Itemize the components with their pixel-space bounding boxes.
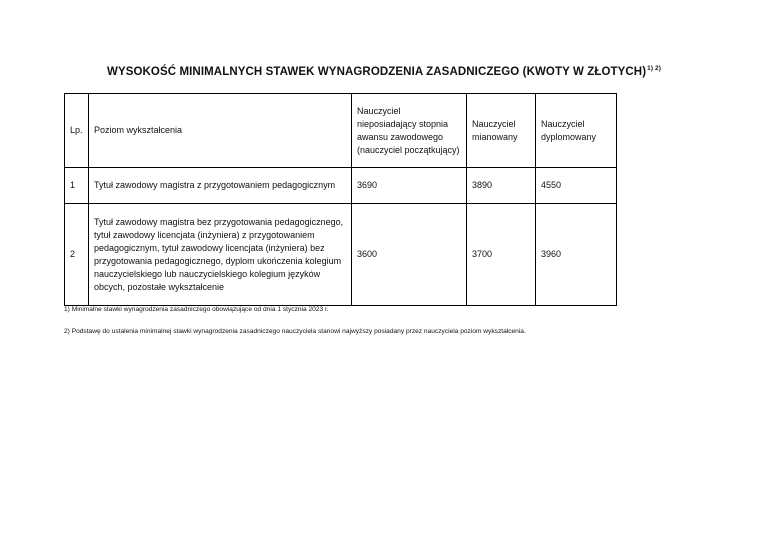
table-header-row [65,94,617,168]
header-lp: Lp. [65,94,89,168]
cell-rate-beginner: 3600 [352,204,467,306]
cell-rate-certified: 3960 [536,204,617,306]
document-title [0,65,768,78]
header-teacher-certified: Nauczyciel dyplomowany [536,94,617,168]
cell-education-level: Tytuł zawodowy magistra z przygotowaniem pedagogicznym [89,168,352,204]
table-row [65,168,617,204]
cell-education-level: Tytuł zawodowy magistra bez przygotowania pedagogicznego, tytuł zawodowy licencjata (inżyniera) z przygotowaniem pedagogicznym, tytuł zawodowy licencjata (inżyniera) bez przygotowania pedagogicznego, dyplom ukończenia kolegium nauczycielskiego lub nauczycielskiego kolegium języków obcych, pozostałe wykształcenie [89,204,352,306]
table-row [65,204,617,306]
cell-rate-certified: 4550 [536,168,617,204]
cell-rate-beginner: 3690 [352,168,467,204]
cell-lp: 2 [65,204,89,306]
cell-rate-appointed: 3700 [467,204,536,306]
header-teacher-appointed: Nauczyciel mianowany [467,94,536,168]
footnote-1: 1) Minimalne stawki wynagrodzenia zasadniczego obowiązujące od dnia 1 stycznia 2023 r. [64,306,329,313]
title-footnote-refs: 1) 2) [647,65,662,72]
salary-rates-table [64,93,617,306]
cell-lp: 1 [65,168,89,204]
footnote-2: 2) Podstawę do ustalenia minimalnej stawki wynagrodzenia zasadniczego nauczyciela stanowi najwyższy posiadany przez nauczyciela poziom wykształcenia. [64,328,526,335]
document-title-text: WYSOKOŚĆ MINIMALNYCH STAWEK WYNAGRODZENIA ZASADNICZEGO (KWOTY W ZŁOTYCH) [106,65,647,78]
header-education-level: Poziom wykształcenia [89,94,352,168]
header-teacher-beginner: Nauczyciel nieposiadający stopnia awansu zawodowego (nauczyciel początkujący) [352,94,467,168]
cell-rate-appointed: 3890 [467,168,536,204]
